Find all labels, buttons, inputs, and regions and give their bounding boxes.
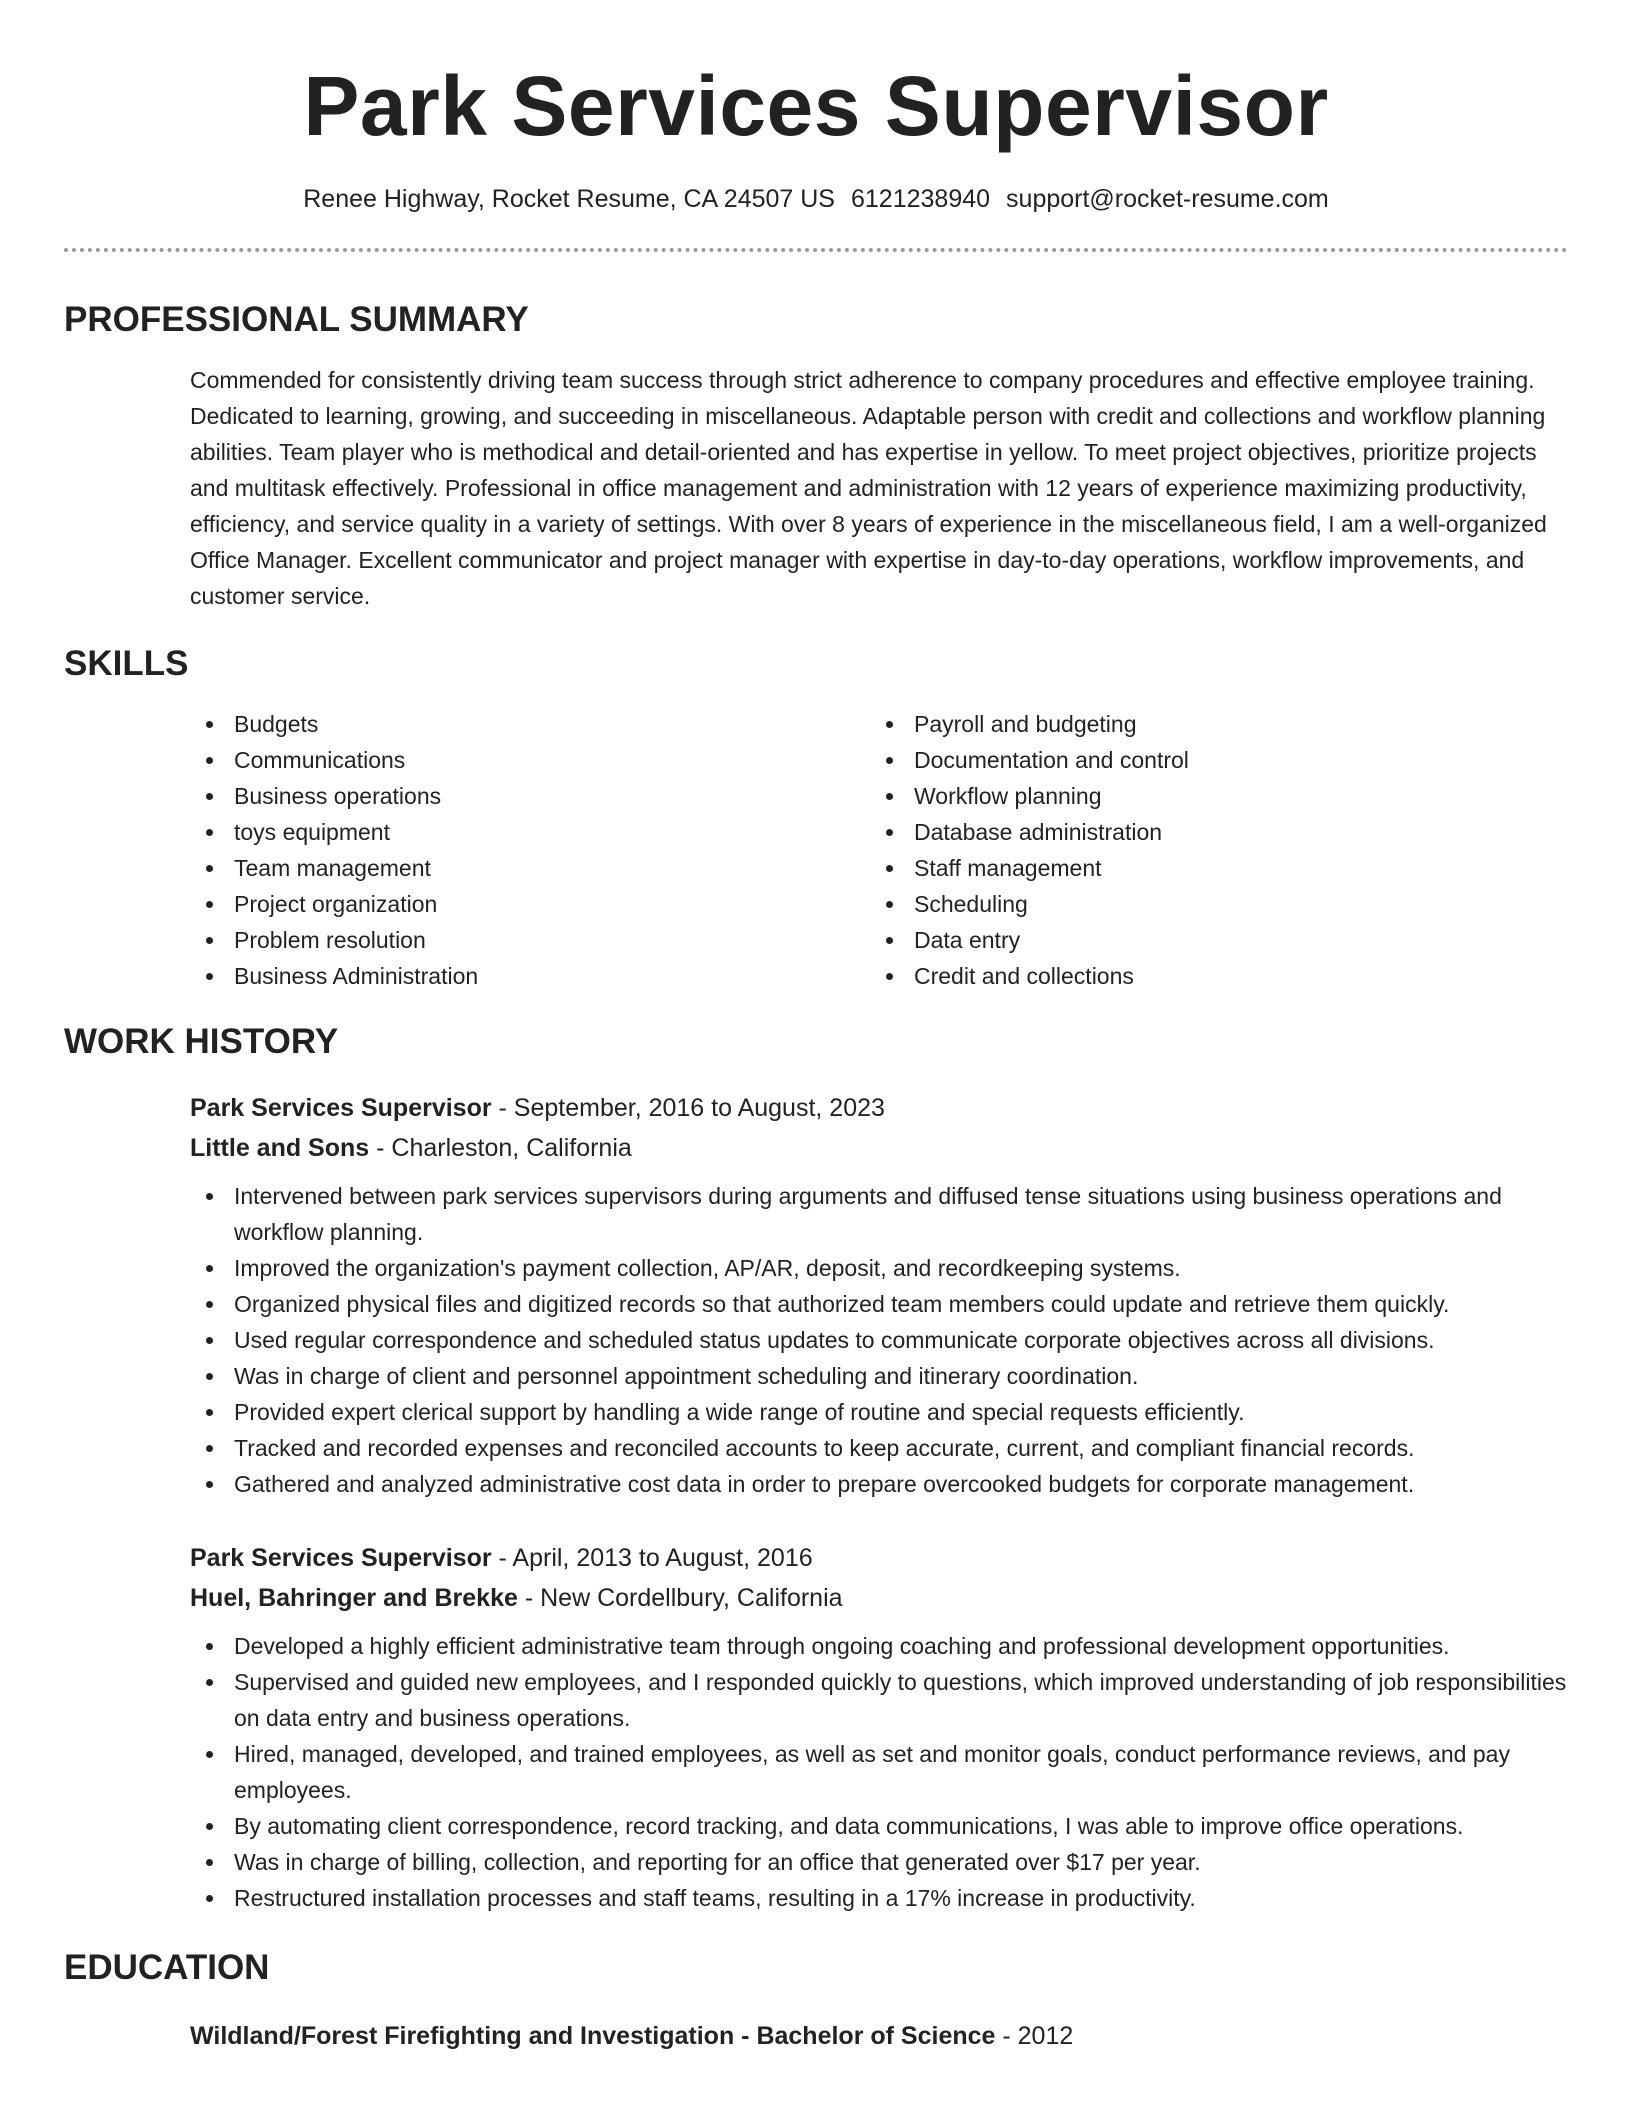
job-bullet: Used regular correspondence and scheduled status updates to communicate corporate objectives across all divisions. [190,1322,1568,1358]
job-bullet: Was in charge of client and personnel appointment scheduling and itinerary coordination. [190,1358,1568,1394]
job-company: Little and Sons [190,1134,370,1162]
job-bullet: Hired, managed, developed, and trained employees, as well as set and monitor goals, conduct performance reviews, and pay employees. [190,1736,1568,1808]
header-divider [64,248,1568,252]
job-bullet: Developed a highly efficient administrative team through ongoing coaching and professional development opportunities. [190,1628,1568,1664]
contact-line [64,184,1568,214]
skill-item: Project organization [190,886,870,922]
education-year: - 2012 [995,2022,1074,2050]
job-location: - Charleston, California [369,1134,632,1162]
skill-item: toys equipment [190,814,870,850]
contact-email: support@rocket-resume.com [1006,185,1329,213]
job-entry [190,1538,1568,1916]
skill-item: Problem resolution [190,922,870,958]
skill-item: Database administration [870,814,1550,850]
job-bullets [190,1628,1568,1916]
skill-item: Team management [190,850,870,886]
skill-item: Staff management [870,850,1550,886]
summary-text: Commended for consistently driving team success through strict adherence to company procedures and effective employee training. Dedicated to learning, growing, and succeeding in miscellaneous. Adaptable person with credit and collections and workflow planning abilities. Team player who is methodical and detail-oriented and has expertise in yellow. To meet project objectives, prioritize projects and multitask effectively. Professional in office management and administration with 12 years of experience maximizing productivity, efficiency, and service quality in a variety of settings. With over 8 years of experience in the miscellaneous field, I am a well-organized Office Manager. Excellent communicator and project manager with expertise in day-to-day operations, workflow improvements, and customer service. [190,367,1547,609]
job-bullet: Gathered and analyzed administrative cost data in order to prepare overcooked budgets for corporate management. [190,1466,1568,1502]
job-bullet: Improved the organization's payment collection, AP/AR, deposit, and recordkeeping systems. [190,1250,1568,1286]
job-bullet: Supervised and guided new employees, and I responded quickly to questions, which improved understanding of job responsibilities on data entry and business operations. [190,1664,1568,1736]
work-history-heading: WORK HISTORY [64,1022,339,1061]
summary-heading: PROFESSIONAL SUMMARY [64,300,529,339]
contact-address: Renee Highway, Rocket Resume, CA 24507 US [303,185,835,213]
skill-item: Communications [190,742,870,778]
job-title-line [190,1538,1568,1578]
job-bullets [190,1178,1568,1502]
education-heading: EDUCATION [64,1948,270,1987]
skills-column-left [190,706,870,994]
contact-phone: 6121238940 [851,185,991,213]
job-title: Park Services Supervisor [190,1544,492,1572]
skills-list [190,706,1568,994]
skill-item: Business operations [190,778,870,814]
job-title: Park Services Supervisor [190,1094,492,1122]
job-company-line [190,1128,1568,1168]
resume-title: Park Services Supervisor [303,59,1329,153]
job-bullet: Tracked and recorded expenses and reconciled accounts to keep accurate, current, and compliant financial records. [190,1430,1568,1466]
job-dates: - April, 2013 to August, 2016 [491,1544,813,1572]
job-dates: - September, 2016 to August, 2023 [491,1094,885,1122]
job-entry [190,1088,1568,1502]
resume-page [64,0,1568,2056]
job-company-line [190,1578,1568,1618]
skill-item: Workflow planning [870,778,1550,814]
skill-item: Data entry [870,922,1550,958]
job-bullet: Organized physical files and digitized records so that authorized team members could update and retrieve them quickly. [190,1286,1568,1322]
job-bullet: Provided expert clerical support by handling a wide range of routine and special requests efficiently. [190,1394,1568,1430]
job-bullet: Restructured installation processes and staff teams, resulting in a 17% increase in productivity. [190,1880,1568,1916]
skill-item: Documentation and control [870,742,1550,778]
education-degree: Wildland/Forest Firefighting and Investigation - Bachelor of Science [190,2022,996,2050]
job-company: Huel, Bahringer and Brekke [190,1584,518,1612]
education-entry [190,2016,1568,2056]
skills-column-right [870,706,1550,994]
job-bullet: Intervened between park services supervisors during arguments and diffused tense situations using business operations and workflow planning. [190,1178,1568,1250]
job-bullet: Was in charge of billing, collection, and reporting for an office that generated over $17 per year. [190,1844,1568,1880]
skill-item: Business Administration [190,958,870,994]
skill-item: Payroll and budgeting [870,706,1550,742]
job-location: - New Cordellbury, California [517,1584,843,1612]
skill-item: Budgets [190,706,870,742]
skill-item: Scheduling [870,886,1550,922]
job-bullet: By automating client correspondence, record tracking, and data communications, I was able to improve office operations. [190,1808,1568,1844]
job-title-line [190,1088,1568,1128]
skills-heading: SKILLS [64,644,189,683]
skill-item: Credit and collections [870,958,1550,994]
